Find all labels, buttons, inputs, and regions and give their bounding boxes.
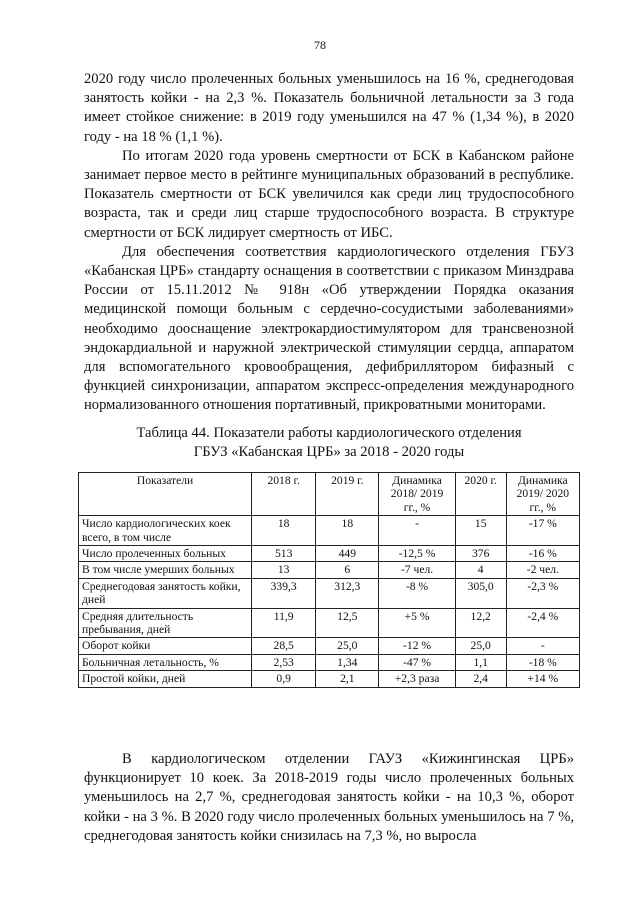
page-number: 78 [314, 38, 326, 52]
table-row [79, 638, 580, 654]
paragraph: 2020 году число пролеченных больных уменьшилось на 16 %, среднегодовая занятость койки - на 2,3 %. Показатель больничной летальности за 3 года имеет стойкое снижение: в 2019 году уменьшился на 47 % (1,34 %), в 2020 году - на 18 % (1,1 %). [84, 71, 574, 145]
table-row [79, 546, 580, 562]
table-caption-line: Таблица 44. Показатели работы кардиологического отделения [136, 425, 522, 441]
column-header: 2019 г. [316, 473, 379, 516]
table-row [79, 578, 580, 608]
column-header: Показатели [79, 473, 252, 516]
text-block-top [84, 70, 574, 416]
table-cell: 15 [455, 516, 506, 546]
table-cell: - [379, 516, 455, 546]
table-row [79, 608, 580, 638]
table-cell: - [506, 638, 579, 654]
table-cell: -12,5 % [379, 546, 455, 562]
table-caption [84, 424, 574, 462]
table-cell: -17 % [506, 516, 579, 546]
table-cell: -2 чел. [506, 562, 579, 578]
table-cell: 2,4 [455, 671, 506, 687]
table-cell: Число кардиологических коек всего, в том числе [79, 516, 252, 546]
table-cell: 513 [252, 546, 316, 562]
table-cell: 376 [455, 546, 506, 562]
table-cell: 13 [252, 562, 316, 578]
table-cell: 18 [316, 516, 379, 546]
table-cell: 1,1 [455, 654, 506, 670]
table-cell: 28,5 [252, 638, 316, 654]
table-cell: 2,53 [252, 654, 316, 670]
table-cell: Простой койки, дней [79, 671, 252, 687]
table-cell: -8 % [379, 578, 455, 608]
table-cell: Средняя длительность пребывания, дней [79, 608, 252, 638]
paragraph: Для обеспечения соответствия кардиологического отделения ГБУЗ «Кабанская ЦРБ» стандарту оснащения в соответствии с приказом Минздрава России от 15.11.2012 № 918н «Об утверждении Порядка оказания медицинской помощи больным с сердечно-сосудистыми заболеваниями» необходимо дооснащение электрокардиостимулятором для трансвенозной эндокардиальной и наружной электрической стимуляции сердца, аппаратом для вспомогательного кровообращения, дефибриллятором бифазный с функцией синхронизации, аппаратом экспресс-определения международного нормализованного отношения портативный, прикроватными мониторами. [84, 243, 574, 414]
table-cell: 449 [316, 546, 379, 562]
paragraph: По итогам 2020 года уровень смертности от БСК в Кабанском районе занимает первое место в рейтинге муниципальных образований в республике. Показатель смертности от БСК увеличился как среди лиц трудоспособного возраста, так и среди лиц старше трудоспособного возраста. В структуре смертности от БСК лидирует смертность от ИБС. [84, 147, 574, 241]
table-cell: 0,9 [252, 671, 316, 687]
table-cell: -2,3 % [506, 578, 579, 608]
table-cell: +14 % [506, 671, 579, 687]
table-row [79, 516, 580, 546]
table-cell: В том числе умерших больных [79, 562, 252, 578]
column-header: Динамика 2018/ 2019 гг., % [379, 473, 455, 516]
indicators-table [78, 472, 580, 688]
table-caption-line: ГБУЗ «Кабанская ЦРБ» за 2018 - 2020 годы [193, 444, 465, 461]
column-header: 2018 г. [252, 473, 316, 516]
table-cell: 18 [252, 516, 316, 546]
table-cell: -47 % [379, 654, 455, 670]
table-row [79, 562, 580, 578]
table-cell: -18 % [506, 654, 579, 670]
table-cell: 12,2 [455, 608, 506, 638]
table-cell: 12,5 [316, 608, 379, 638]
table-cell: Среднегодовая занятость койки, дней [79, 578, 252, 608]
table-cell: 1,34 [316, 654, 379, 670]
table-cell: Больничная летальность, % [79, 654, 252, 670]
table-cell: -7 чел. [379, 562, 455, 578]
table-cell: -16 % [506, 546, 579, 562]
table-cell: 11,9 [252, 608, 316, 638]
column-header: Динамика 2019/ 2020 гг., % [506, 473, 579, 516]
table-cell: 6 [316, 562, 379, 578]
table-cell: 2,1 [316, 671, 379, 687]
table-cell: 25,0 [455, 638, 506, 654]
table-cell: 4 [455, 562, 506, 578]
text-block-bottom [84, 750, 574, 846]
table-row [79, 654, 580, 670]
table-cell: +2,3 раза [379, 671, 455, 687]
paragraph: В кардиологическом отделении ГАУЗ «Кижингинская ЦРБ» функционирует 10 коек. За 2018-2019 годы число пролеченных больных уменьшилось на 2,7 %, среднегодовая занятость койки - на 10,3 %, оборот койки - на 3 %. В 2020 году число пролеченных больных уменьшилось на 7 %, среднегодовая занятость койки снизилась на 7,3 %, но выросла [84, 751, 574, 844]
table-cell: 305,0 [455, 578, 506, 608]
table-cell: -2,4 % [506, 608, 579, 638]
column-header: 2020 г. [455, 473, 506, 516]
table-cell: +5 % [379, 608, 455, 638]
table-cell: 25,0 [316, 638, 379, 654]
table-cell: 312,3 [316, 578, 379, 608]
table-cell: 339,3 [252, 578, 316, 608]
table-header-row [79, 473, 580, 516]
table-cell: -12 % [379, 638, 455, 654]
table-cell: Число пролеченных больных [79, 546, 252, 562]
table-row [79, 671, 580, 687]
table-cell: Оборот койки [79, 638, 252, 654]
